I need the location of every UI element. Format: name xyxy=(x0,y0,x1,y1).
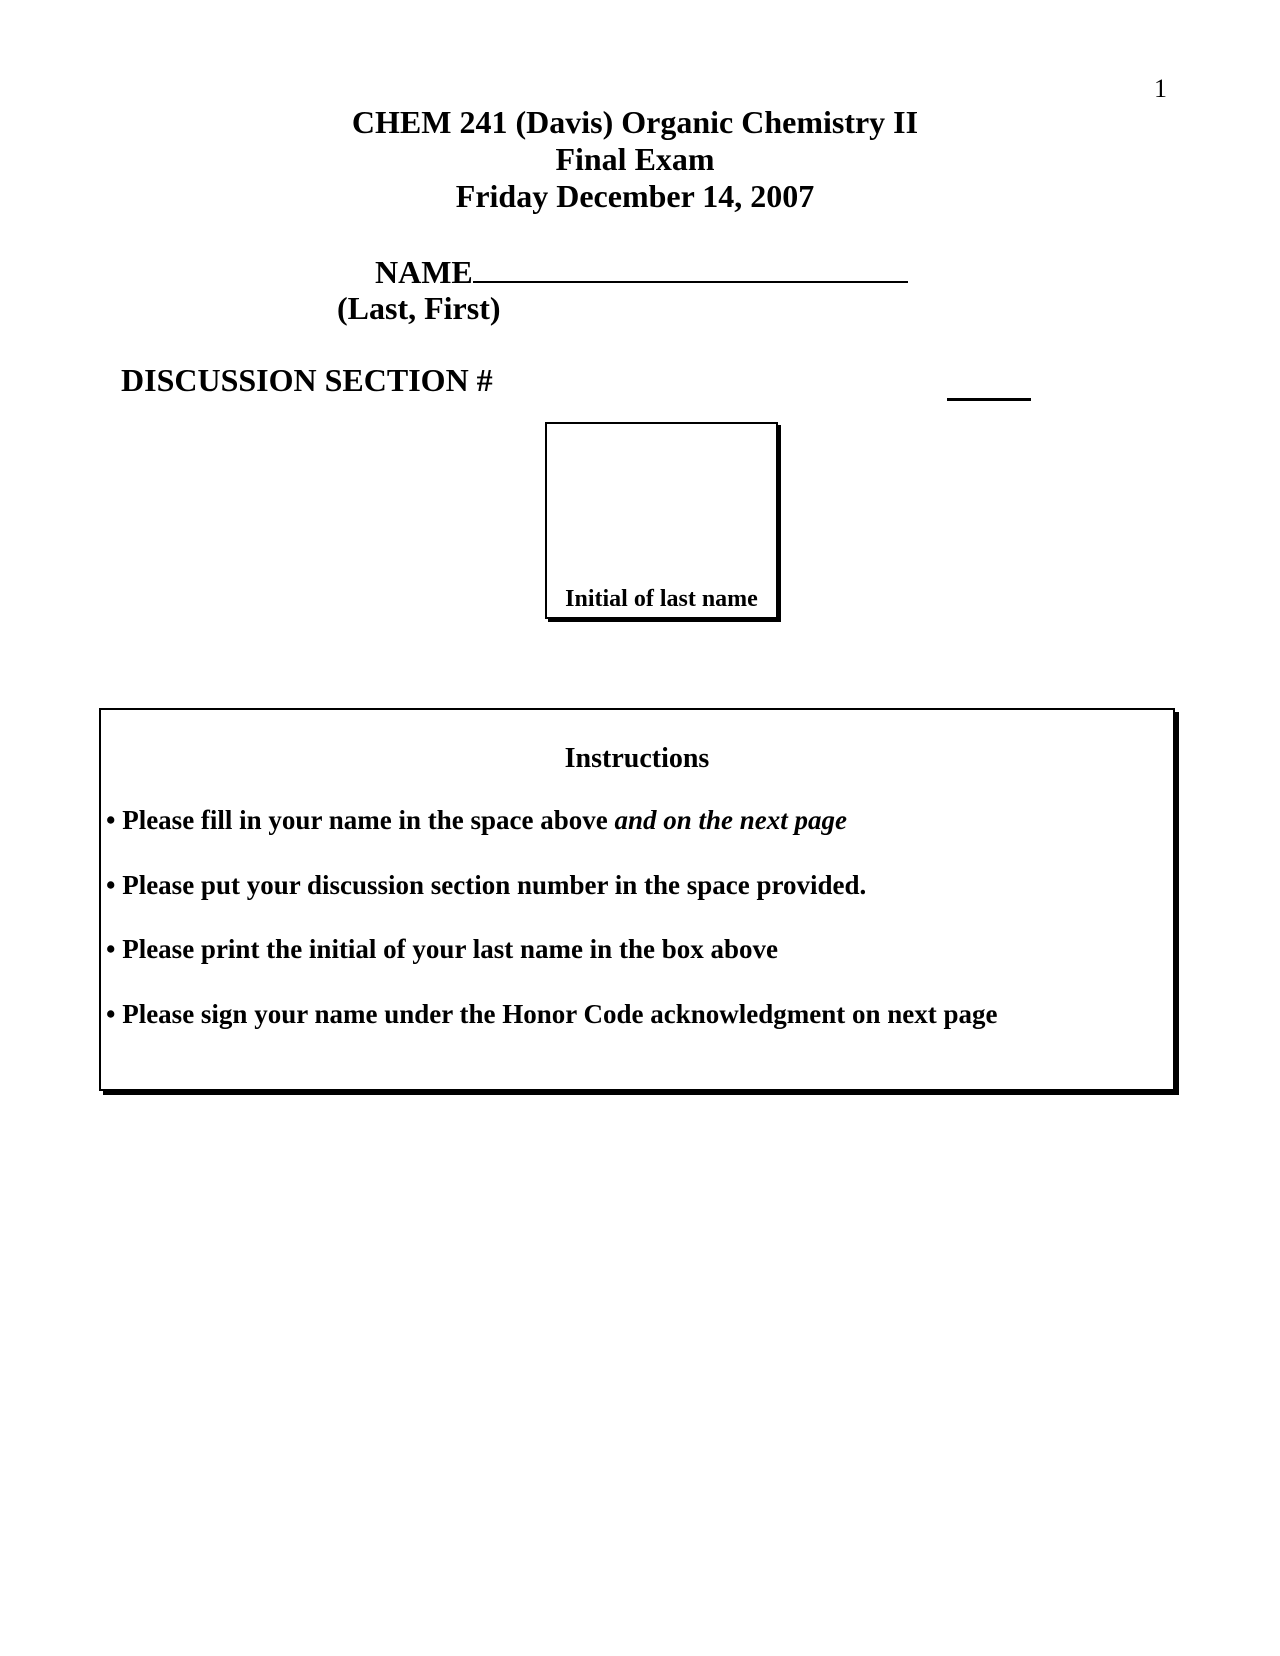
discussion-section-label: DISCUSSION SECTION # xyxy=(121,362,493,398)
name-blank-line[interactable] xyxy=(473,253,908,283)
discussion-section-blank-line[interactable] xyxy=(947,398,1031,401)
exam-header xyxy=(0,104,1270,215)
instruction-item: • Please put your discussion section number in the space provided. xyxy=(106,870,867,900)
course-title: CHEM 241 (Davis) Organic Chemistry II xyxy=(351,104,919,140)
instruction-emphasis: and on the next page xyxy=(614,805,847,835)
instructions-title: Instructions xyxy=(564,743,710,774)
name-label: NAME xyxy=(375,254,473,290)
exam-date: Friday December 14, 2007 xyxy=(455,178,815,214)
instruction-item: • Please fill in your name in the space above and on the next page xyxy=(106,805,847,835)
initial-box-label: Initial of last name xyxy=(565,586,758,612)
initial-box[interactable] xyxy=(545,422,778,619)
instruction-item: • Please sign your name under the Honor Code acknowledgment on next page xyxy=(106,999,998,1029)
instruction-item: • Please print the initial of your last name in the box above xyxy=(106,934,778,964)
instructions-box xyxy=(99,708,1175,1091)
name-row xyxy=(375,253,908,291)
exam-title: Final Exam xyxy=(555,141,715,177)
page-number: 1 xyxy=(1154,74,1167,103)
name-format-hint: (Last, First) xyxy=(337,290,501,326)
